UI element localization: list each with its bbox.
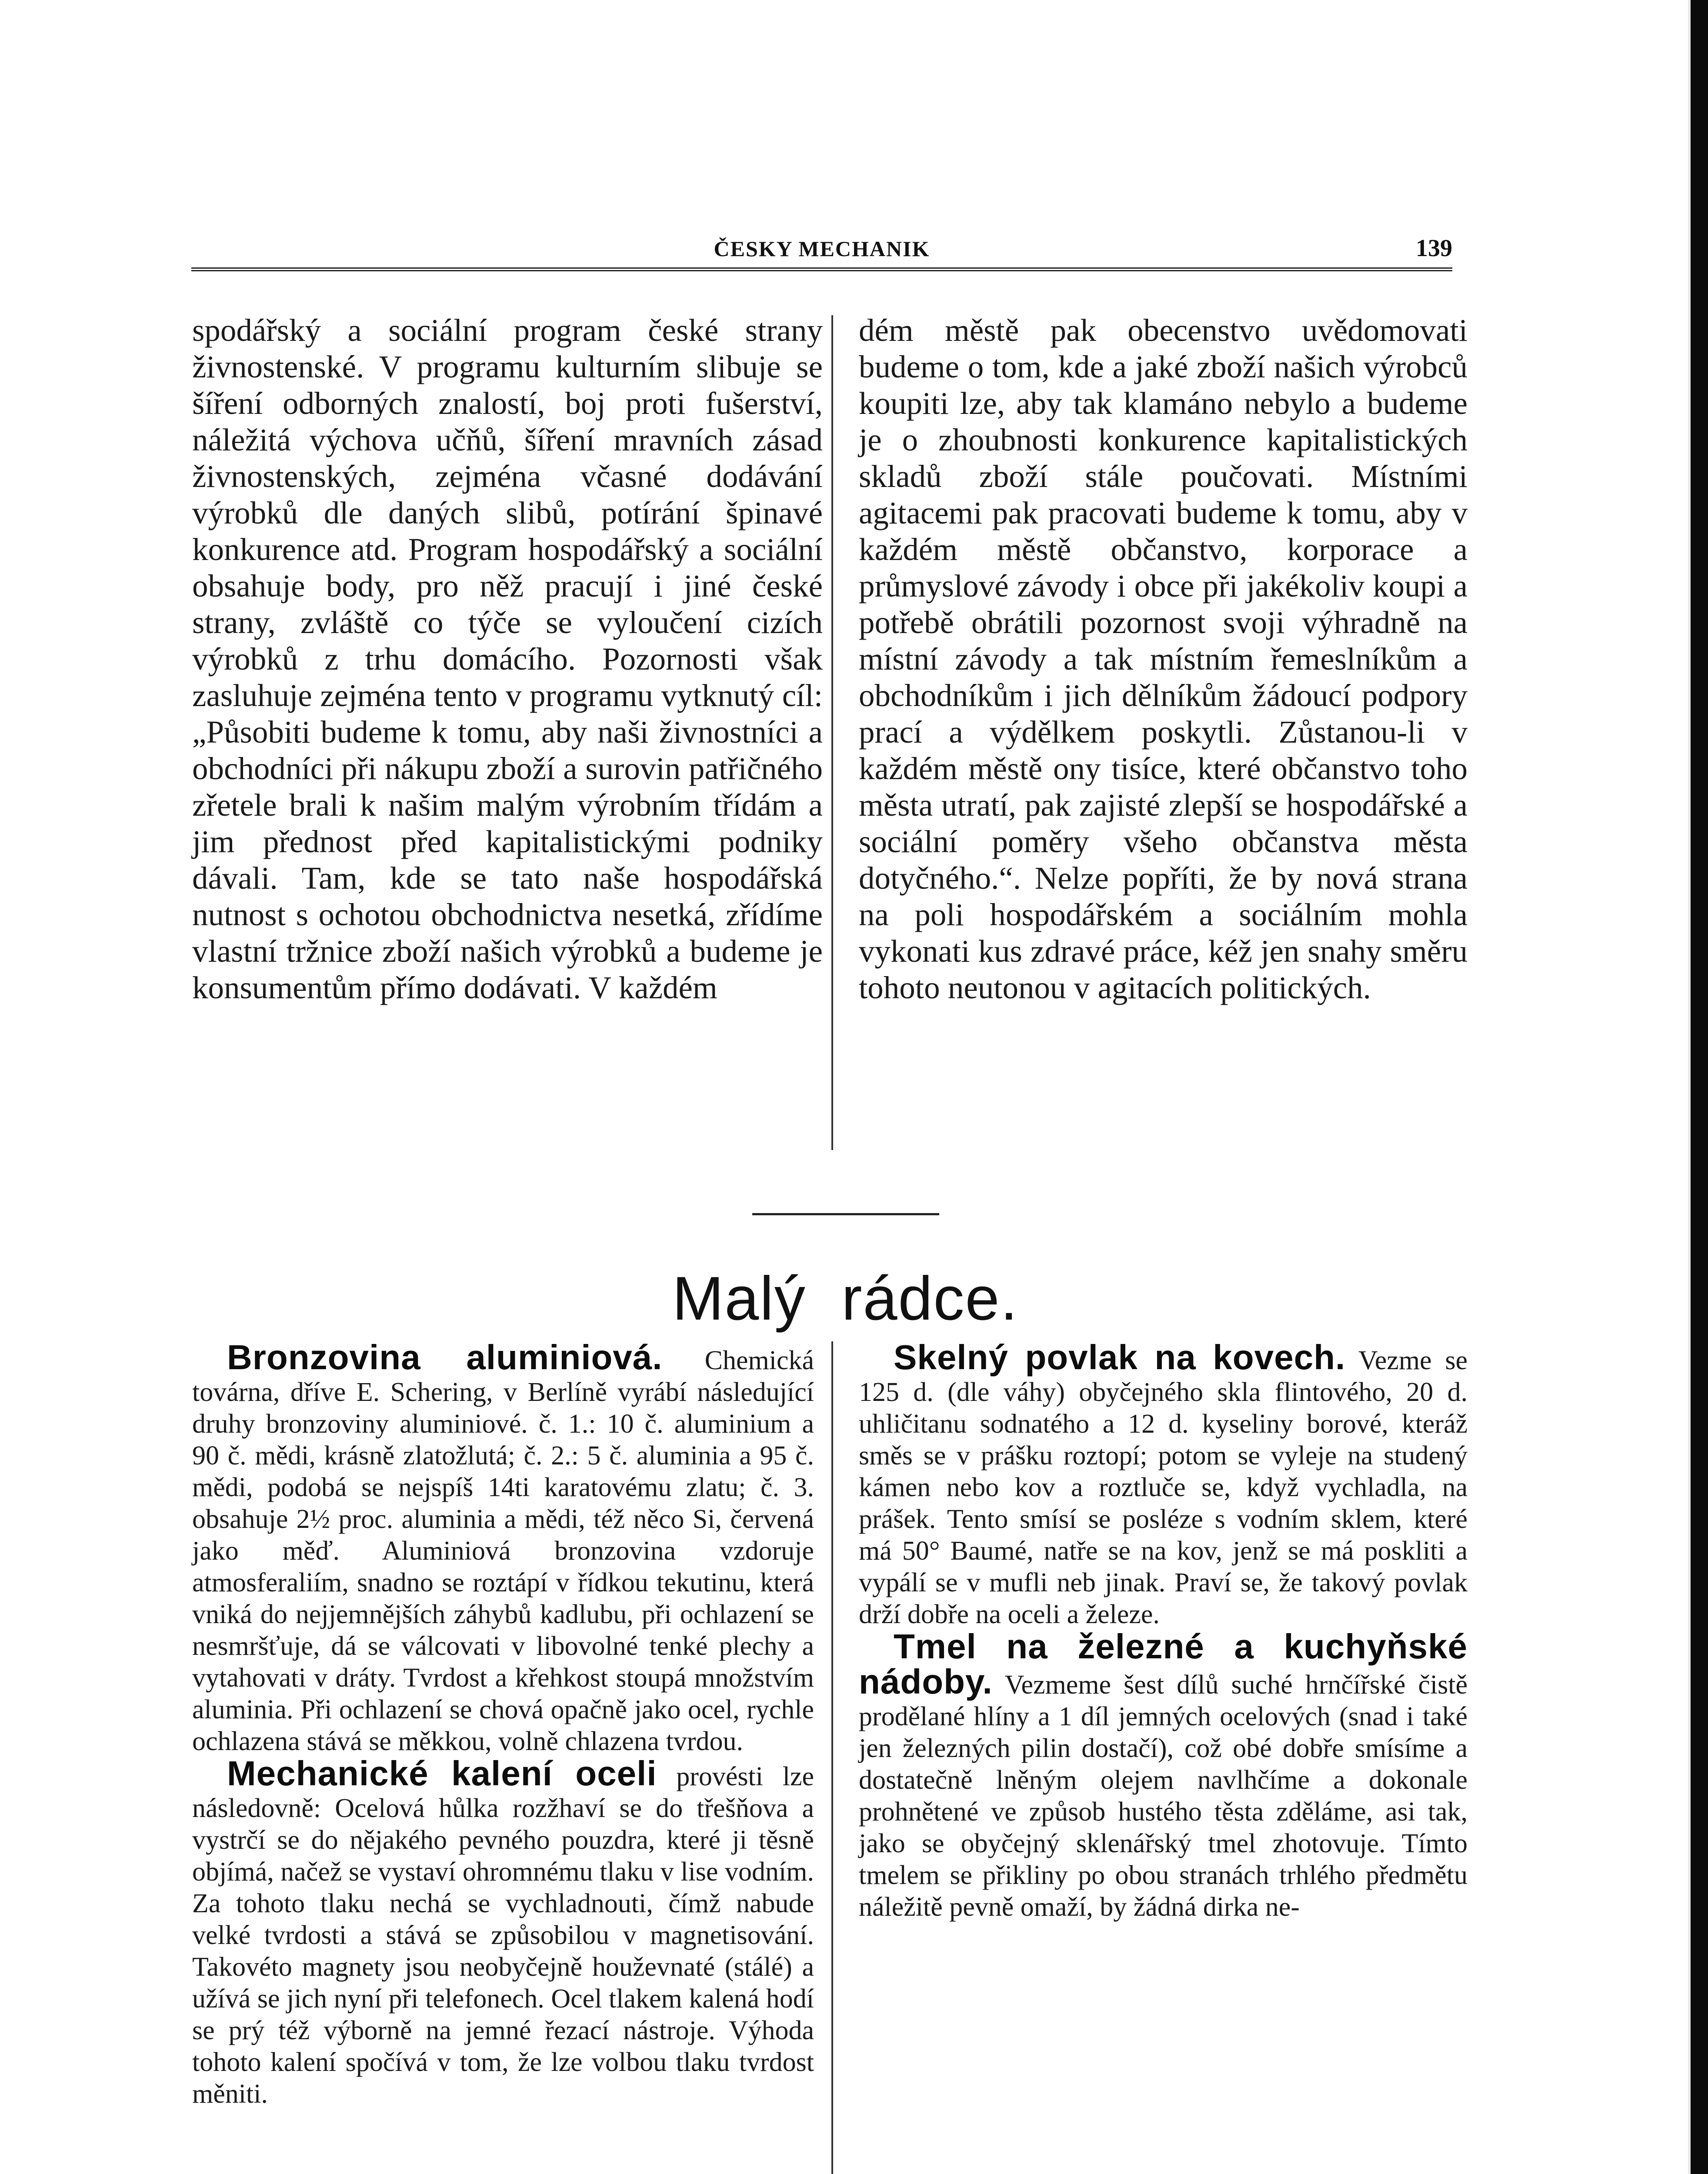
entry-text: Chemická továrna, dříve E. Schering, v Berlíně vyrábí následující druhy bronzoviny aluminiové. č. 1.: 10 č. aluminium a 90 č. mědi, krásně zlatožlutá; č. 2.: 5 č. aluminia a 95 č. mědi, podobá se nejspíš 14ti karatovému zlatu; č. 3. obsahuje 2½ proc. aluminia a mědi, též něco Si, červená jako měď. Aluminiová bronzovina vzdoruje atmosferaliím, snadno se roztápí v řídkou tekutinu, která vniká do nejjemnějších záhybů kadlubu, při ochlazení se nesmršťuje, dá se válcovati v libovolné tenké plechy a vytahovati v dráty. Tvrdost a křehkost stoupá množstvím aluminia. Při ochlazení se chová opačně jako ocel, rychle ochlazena stává se měkkou, volně chlazena tvrdou.	[192, 1346, 814, 1756]
entry-text: Vezme se 125 d. (dle váhy) obyčejného skla flintového, 20 d. uhličitanu sodnatého a 12 d. kyseliny borové, kteráž směs se v prášku roztopí; potom se vyleje na studený kámen nebo kov a roztluče se, když vychladla, na prášek. Tento smísí se posléze s vodním sklem, které má 50° Baumé, natře se na kov, jenž se má poskliti a vypálí se v mufli neb jinak. Praví se, že takový povlak drží dobře na oceli a železe.	[859, 1346, 1468, 1629]
entry-text: provésti lze následovně: Ocelová hůlka rozžhaví se do třešňova a vystrčí se do nějakého pevného pouzdra, které ji těsně objímá, načež se vystaví ohromnému tlaku v lise vodním. Za tohoto tlaku nechá se vychladnouti, čímž nabude velké tvrdosti a stává se způsobilou v magnetisování. Takovéto magnety jsou neobyčejně houževnaté (stálé) a užívá se jich nyní při telefonech. Ocel tlakem kalená hodí se prý též výborně na jemné řezací nástroje. Výhoda tohoto kalení spočívá v tom, že lze volbou tlaku tvrdost měniti.	[192, 1762, 814, 2109]
entry-tmel	[859, 1627, 1468, 1923]
page-number: 139	[1416, 235, 1452, 262]
entry-text: Vezmeme šest dílů suché hrnčířské čistě prodělané hlíny a 1 díl jemných ocelových (snad i také jen železných pilin dostačí), což obé dobře smísíme a dostatečně lněným olejem navlhčíme a dokonale prohnětené ve způsob hustého těsta zděláme, asi tak, jako se obyčejný sklenářský tmel zhotovuje. Tímto tmelem se přikliny po obou stranách trhlého předmětu náležitě pevně omaží, by žádná dirka ne-	[859, 1670, 1468, 1922]
article-column-left	[192, 312, 823, 1006]
section-title: Malý rádce.	[672, 1264, 1018, 1333]
article-column-right	[859, 312, 1468, 1006]
running-title: ČESKY MECHANIK	[714, 237, 930, 261]
entry-heading: Skelný povlak na kovech.	[894, 1338, 1346, 1377]
running-head	[191, 233, 1452, 271]
entries-column-right	[859, 1338, 1468, 1923]
entry-heading: Tmel na železné a kuchyňské nádoby.	[859, 1627, 1468, 1701]
article-text-left: spodářský a sociální program české strany živnostenské. V programu kulturním slibuje se šíření odborných znalostí, boj proti fušerství, náležitá výchova učňů, šíření mravních zásad živnostenských, zejména včasné dodávání výrobků dle daných slibů, potírání špinavé konkurence atd. Program hospodářský a sociální obsahuje body, pro něž pracují i jiné české strany, zvláště co týče se vyloučení cizích výrobků z trhu domácího. Pozornosti však zasluhuje zejména tento v programu vytknutý cíl: „Působiti budeme k tomu, aby naši živnostníci a obchodníci při nákupu zboží a surovin patřičného zřetele brali k našim malým výrobním třídám a jim přednost před kapitalistickými podniky dávali. Tam, kde se tato naše hospodářská nutnost s ochotou obchodnictva nesetká, zřídíme vlastní tržnice zboží našich výrobků a budeme je konsumentům přímo dodávati. V každém	[192, 313, 823, 1005]
entry-heading: Bronzovina aluminiová.	[227, 1338, 663, 1377]
entries-column-left	[192, 1338, 814, 2110]
entry-bronzovina	[192, 1338, 814, 1757]
entry-kaleni	[192, 1754, 814, 2110]
column-divider-top	[831, 315, 833, 1150]
article-text-right: dém městě pak obecenstvo uvědomovati budeme o tom, kde a jaké zboží našich výrobců koupiti lze, aby tak klamáno nebylo a budeme je o zhoubnosti konkurence kapitalistických skladů zboží stále poučovati. Místními agitacemi pak pracovati budeme k tomu, aby v každém městě občanstvo, korporace a průmyslové závody i obce při jakékoliv koupi a potřebě obrátili pozornost svoji výhradně na místní závody a tak místním řemeslníkům a obchodníkům i jich dělníkům žádoucí podpory prací a výdělkem poskytli. Zůstanou-li v každém městě ony tisíce, které občanstvo toho města utratí, pak zajisté zlepší se hospodářské a sociální poměry všeho občanstva města dotyčného.“. Nelze popříti, že by nová strana na poli hospodářském a sociálním mohla vykonati kus zdravé práce, kéž jen snahy směru tohoto neutonou v agitacích politických.	[859, 313, 1468, 1005]
entry-skelny-povlak	[859, 1338, 1468, 1630]
column-divider-bottom	[831, 1341, 833, 2174]
entry-heading: Mechanické kalení oceli	[227, 1754, 657, 1793]
section-separator	[752, 1213, 939, 1215]
